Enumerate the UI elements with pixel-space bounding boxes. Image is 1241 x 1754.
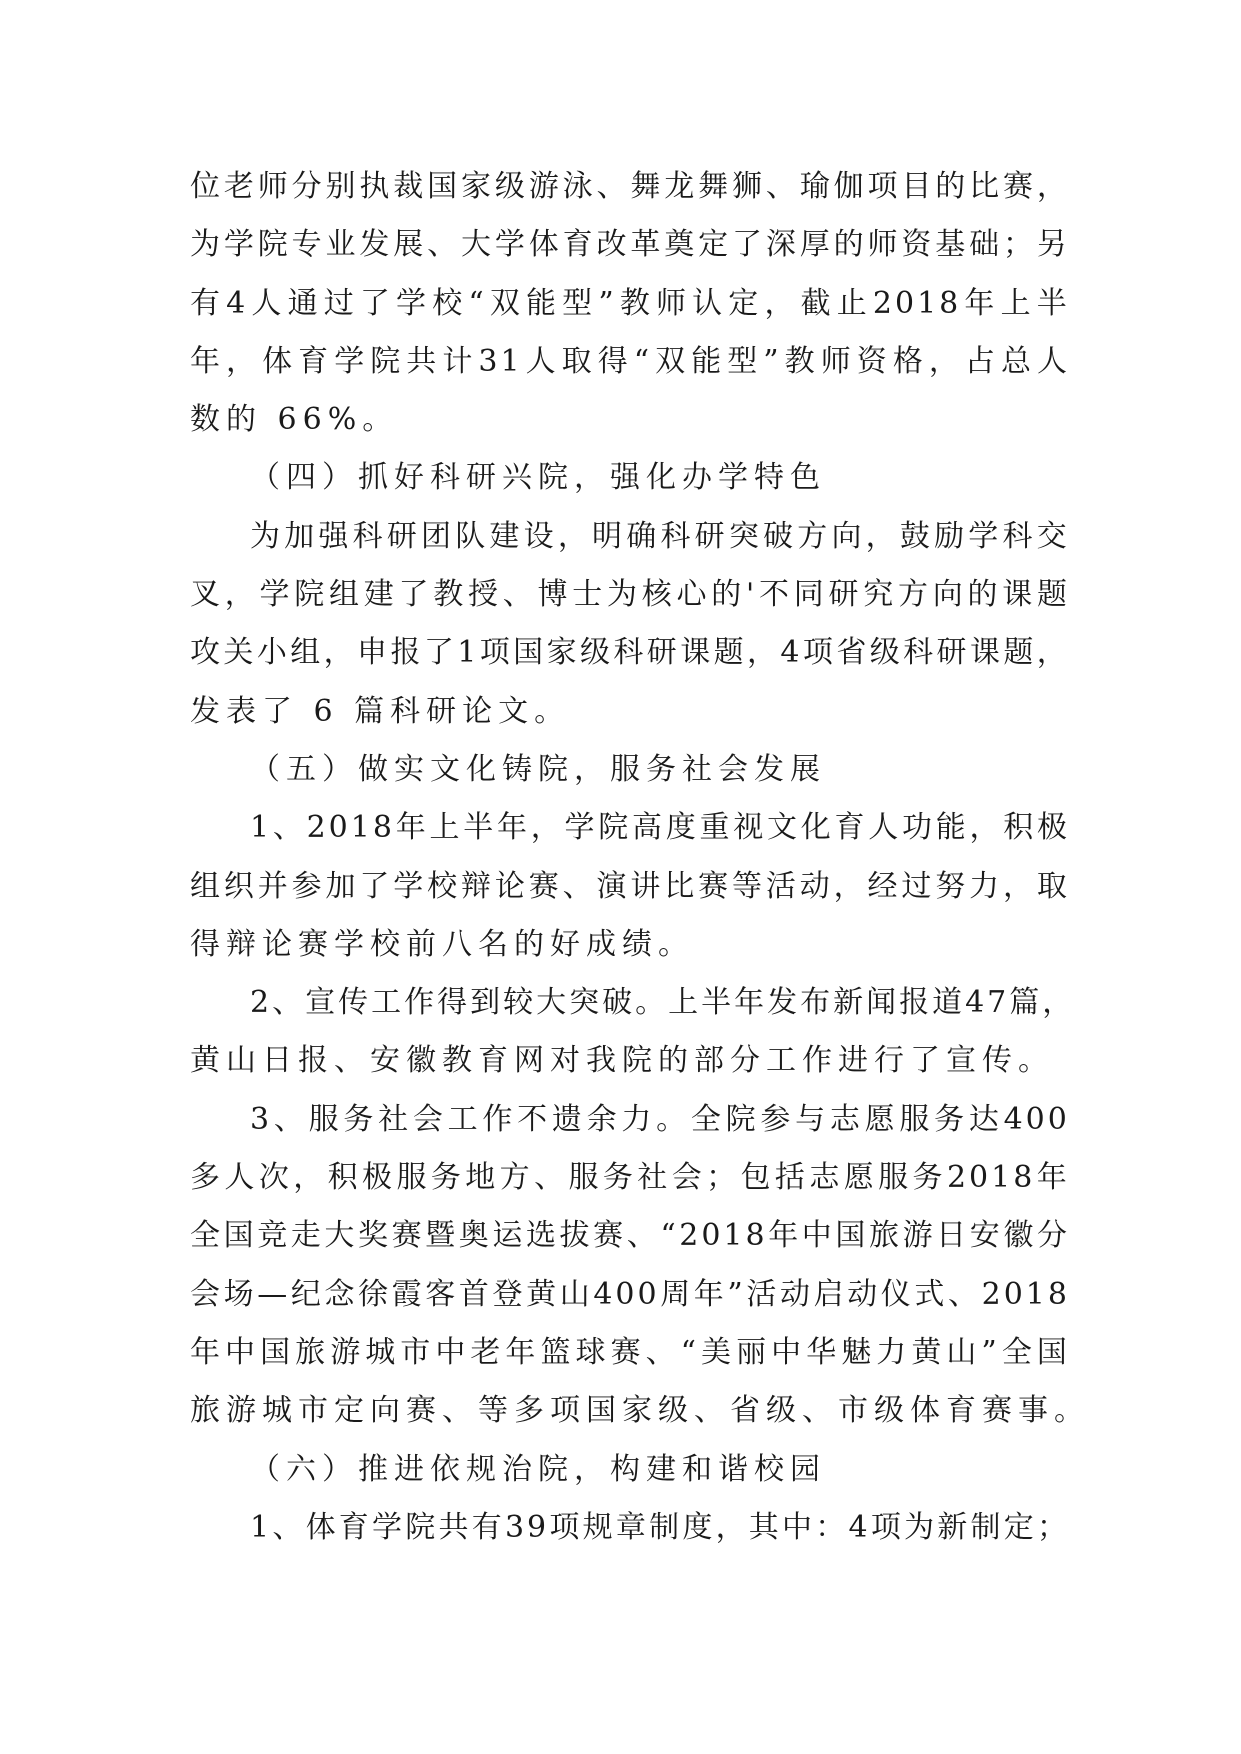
- paragraph-line: 数的 66%。: [190, 402, 399, 438]
- paragraph-line: 多 人 次 ， 积 极 服 务 地 方 、 服 务 社 会 ； 包 括 志 愿 服 务 2018 年: [190, 1160, 1070, 1196]
- document-body: [190, 158, 1090, 1557]
- paragraph-line: 2 、 宣 传 工 作 得 到 较 大 突 破 。 上 半 年 发 布 新 闻 报 道 47 篇 ，: [250, 985, 1076, 1021]
- paragraph-line: 黄山日报、安徽教育网对我院的部分工作进行了宣传。: [190, 1043, 1054, 1079]
- paragraph-line: 年 ， 体 育 学 院 共 计 31 人 取 得 “ 双 能 型 ” 教 师 资 格 ， 占 总 人: [190, 343, 1070, 379]
- paragraph-line: 为 加 强 科 研 团 队 建 设 ， 明 确 科 研 突 破 方 向 ， 鼓 励 学 科 交: [250, 518, 1070, 554]
- paragraph-line: 叉 ， 学 院 组 建 了 教 授 、 博 士 为 核 心 的 ' 不 同 研 究 方 向 的 课 题: [190, 577, 1070, 613]
- paragraph-line: 攻 关 小 组 ， 申 报 了 1 项 国 家 级 科 研 课 题 ， 4 项 省 级 科 研 课 题 ，: [190, 635, 1070, 671]
- paragraph-line: 3 、 服 务 社 会 工 作 不 遗 余 力 。 全 院 参 与 志 愿 服 务 达 400: [250, 1101, 1070, 1137]
- paragraph-line: 组 织 并 参 加 了 学 校 辩 论 赛 、 演 讲 比 赛 等 活 动 ， 经 过 努 力 ， 取: [190, 868, 1070, 904]
- paragraph-line: 得辩论赛学校前八名的好成绩。: [190, 926, 694, 962]
- paragraph-line: 发表了 6 篇科研论文。: [190, 693, 571, 729]
- paragraph-line: 位 老 师 分 别 执 裁 国 家 级 游 泳 、 舞 龙 舞 狮 、 瑜 伽 项 目 的 比 赛 ，: [190, 169, 1070, 204]
- paragraph-line: 会 场 — 纪 念 徐 霞 客 首 登 黄 山 400 周 年 ” 活 动 启 动 仪 式 、 2018: [190, 1276, 1070, 1312]
- paragraph-line: 1 、 2018 年 上 半 年 ， 学 院 高 度 重 视 文 化 育 人 功 能 ， 积 极: [250, 810, 1070, 846]
- paragraph-line: 有 4 人 通 过 了 学 校 “ 双 能 型 ” 教 师 认 定 ， 截 止 2018 年 上 半: [190, 285, 1070, 321]
- section-heading: （五）做实文化铸院，服务社会发展: [250, 751, 826, 787]
- paragraph-line: 全 国 竞 走 大 奖 赛 暨 奥 运 选 拔 赛 、 “ 2018 年 中 国 旅 游 日 安 徽 分: [190, 1218, 1070, 1254]
- paragraph-line: 为 学 院 专 业 发 展 、 大 学 体 育 改 革 奠 定 了 深 厚 的 师 资 基 础 ； 另: [190, 227, 1070, 263]
- paragraph-line: 旅游城市定向赛、等多项国家级、省级、市级体育赛事。: [190, 1393, 1090, 1429]
- paragraph-line: 年 中 国 旅 游 城 市 中 老 年 篮 球 赛 、 “ 美 丽 中 华 魅 力 黄 山 ” 全 国: [190, 1334, 1070, 1370]
- section-heading: （四）抓好科研兴院，强化办学特色: [250, 460, 826, 496]
- section-heading: （六）推进依规治院，构建和谐校园: [250, 1451, 826, 1487]
- paragraph-line: 1 、 体 育 学 院 共 有 39 项 规 章 制 度 ， 其 中 ： 4 项 为 新 制 定 ；: [250, 1509, 1070, 1545]
